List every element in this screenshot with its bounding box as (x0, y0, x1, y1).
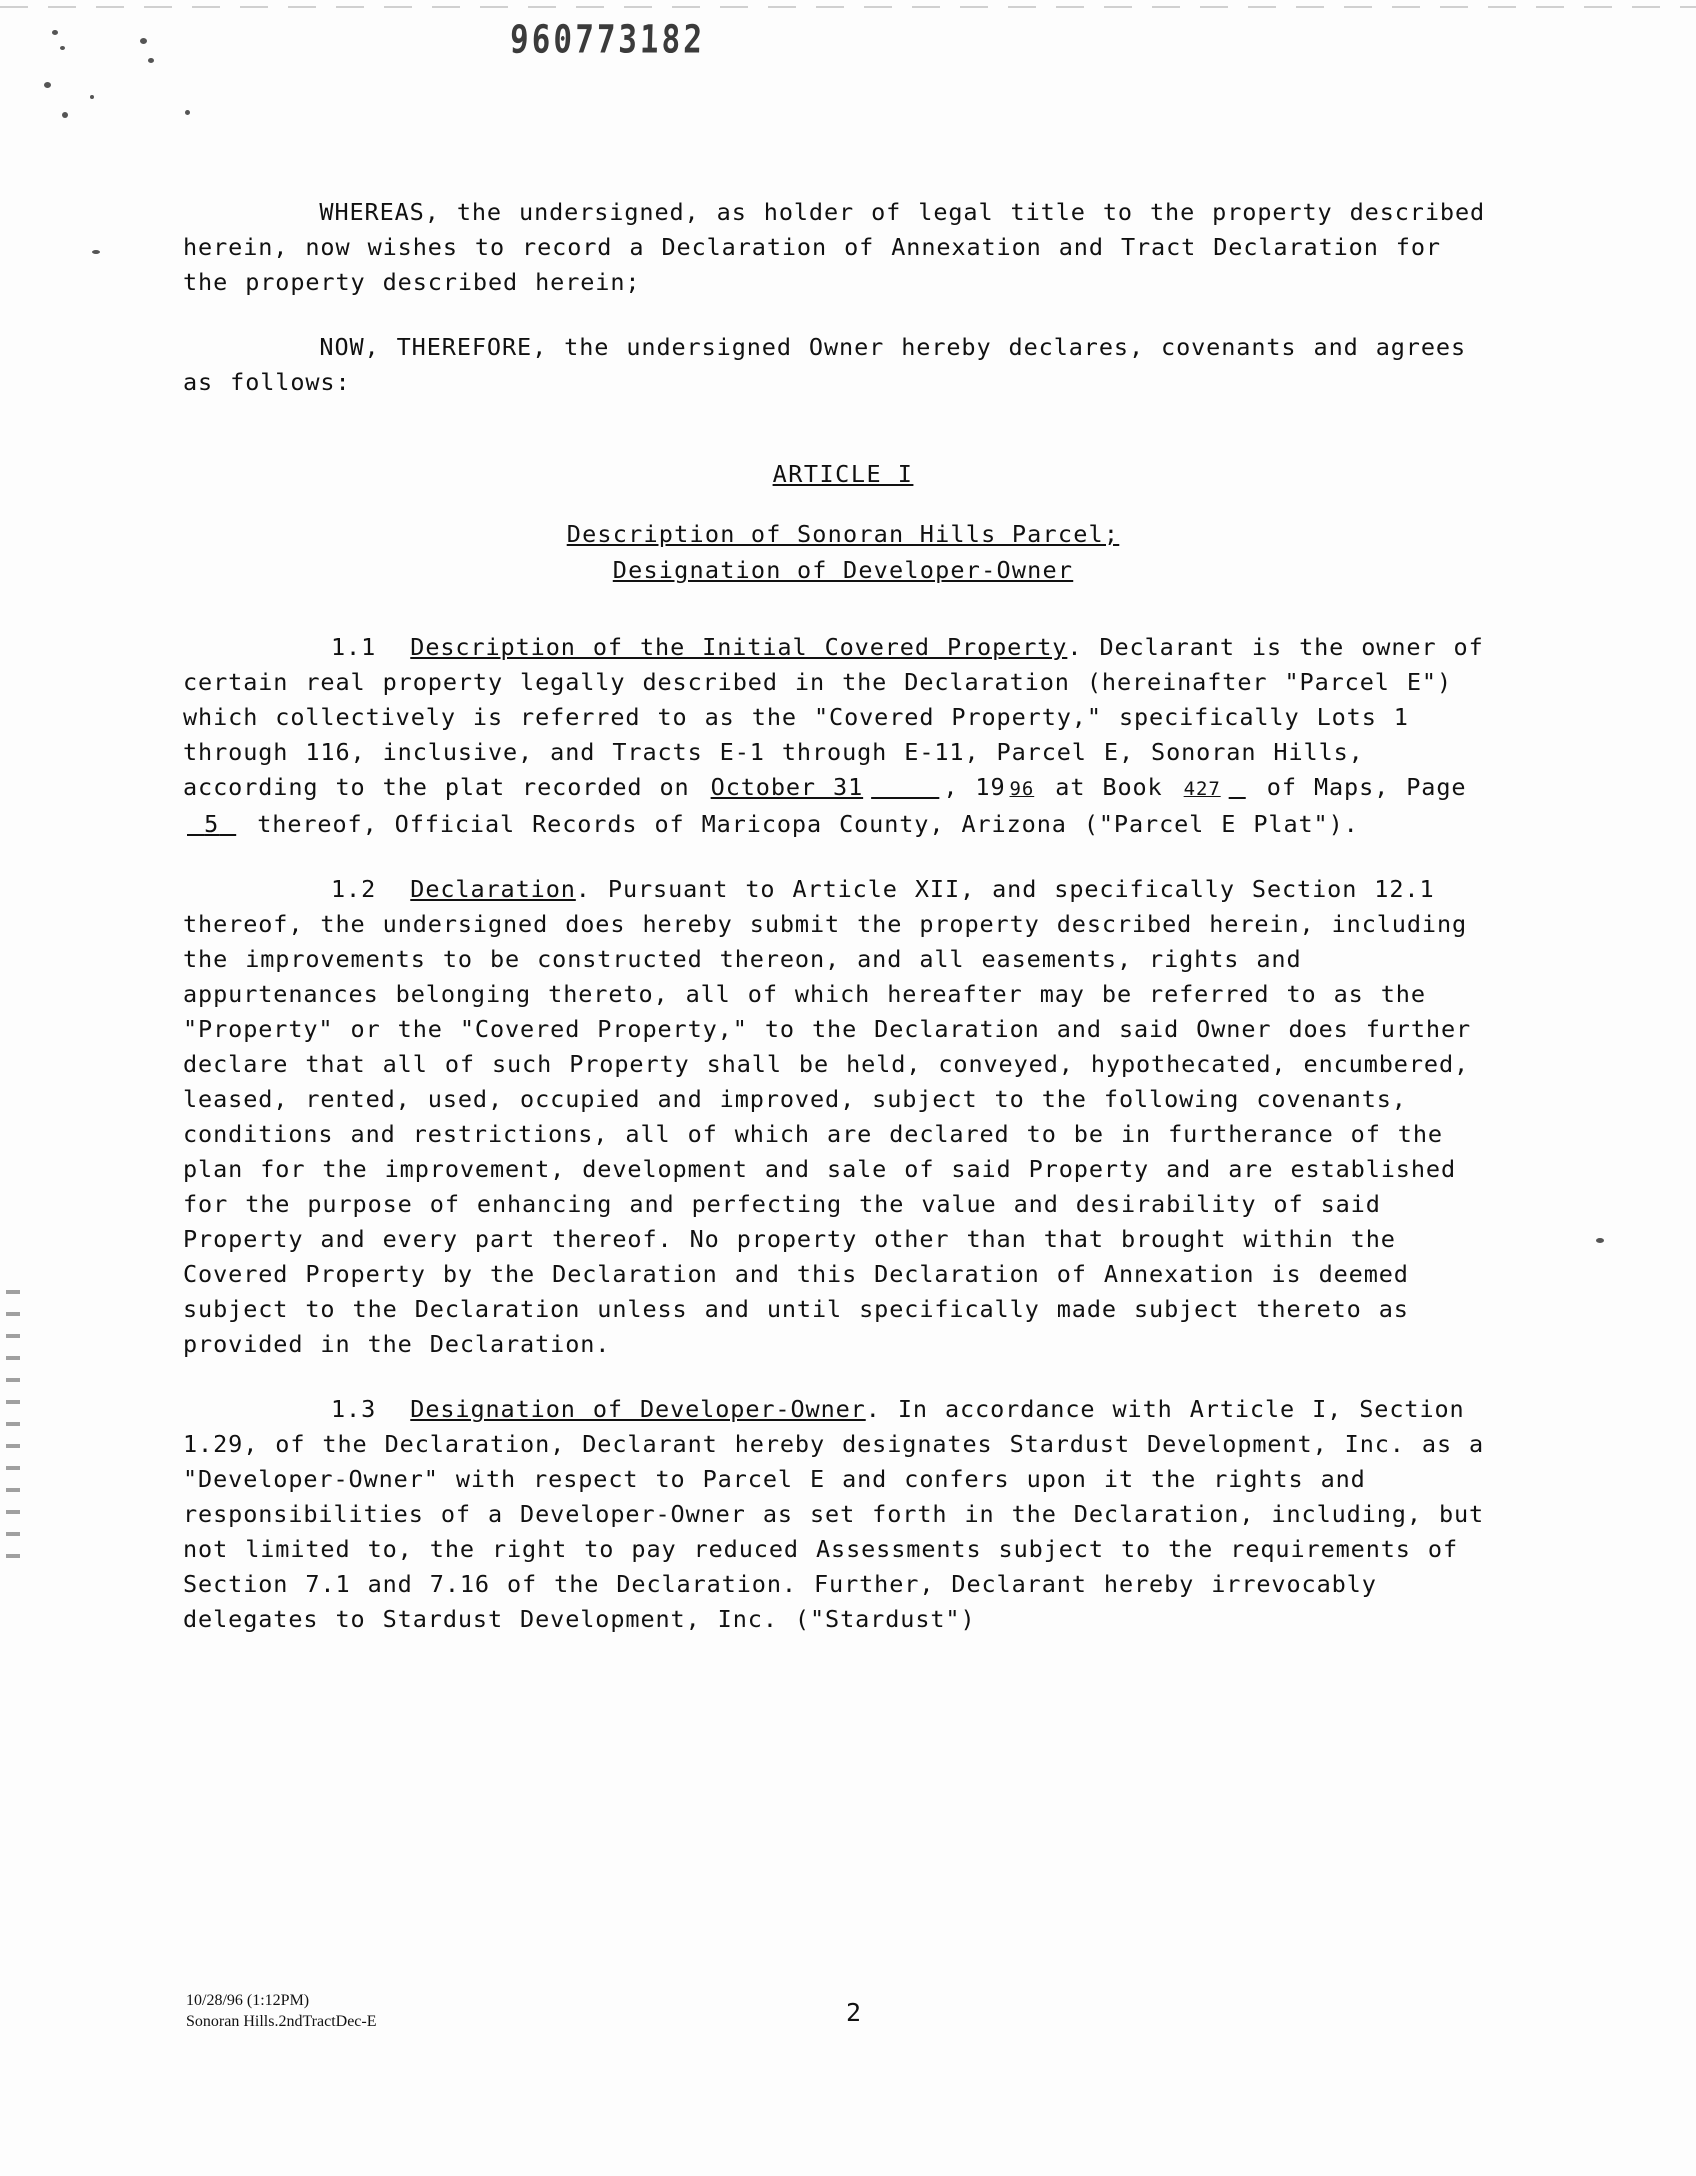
scan-speck (185, 110, 190, 115)
section-1-3-text: . In accordance with Article I, Section 1.29, of the Declaration, Declarant hereby designates Stardust Development, Inc. as a "Developer-Owner" with respect to Parcel E and confers upon it the rights and responsibilities of a Developer-Owner as set forth in the Declaration, including, but not limited to, the right to pay reduced Assessments subject to the requirements of Section 7.1 and 7.16 of the Declaration. Further, Declarant hereby irrevocably delegates to Stardust Development, Inc. ("Stardust") (183, 1395, 1485, 1633)
footer-document-reference (186, 1990, 377, 2032)
section-1-3-number: 1.3 (331, 1395, 377, 1423)
section-1-1 (183, 630, 1503, 842)
section-1-3 (183, 1392, 1503, 1637)
section-1-1-text-after: thereof, Official Records of Maricopa County, Arizona ("Parcel E Plat"). (240, 810, 1359, 838)
scan-speck (90, 95, 94, 99)
document-body (183, 195, 1503, 1667)
section-1-1-number: 1.1 (331, 633, 377, 661)
scan-speck (60, 46, 65, 50)
scan-edge-artifact-left (6, 1290, 20, 1570)
section-1-2-text: . Pursuant to Article XII, and specifically Section 12.1 thereof, the undersigned does hereby submit the property described herein, including the improvements to be constructed thereon, and all easements, rights and appurtenances belonging thereto, all of which hereafter may be referred to as the "Property" or the "Covered Property," to the Declaration and said Owner does further declare that all of such Property shall be held, conveyed, hypothecated, encumbered, leased, rented, used, occupied and improved, subject to the following covenants, conditions and restrictions, all of which are declared to be in furtherance of the plan for the improvement, development and sale of said Property and are established for the purpose of enhancing and perfecting the value and desirability of said Property and every part thereof. No property other than that brought within the Covered Property by the Declaration and this Declaration of Annexation is deemed subject to the Declaration unless and until specifically made subject thereto as provided in the Declaration. (183, 875, 1472, 1358)
fill-in-book[interactable]: 427 (1183, 778, 1221, 800)
recording-stamp-number: 960773182 (509, 17, 706, 63)
article-title-line-1: Description of Sonoran Hills Parcel; (566, 520, 1120, 548)
section-1-2-number: 1.2 (331, 875, 377, 903)
scan-speck (92, 250, 100, 254)
paragraph-whereas: WHEREAS, the undersigned, as holder of legal title to the property described herein, now wishes to record a Declaration of Annexation and Tract Declaration for the property described herein; (183, 198, 1503, 296)
article-title (183, 516, 1503, 588)
article-title-line-2: Designation of Developer-Owner (612, 556, 1074, 584)
scan-speck (140, 38, 147, 44)
fill-in-book-rule (1225, 773, 1250, 801)
fill-in-date[interactable]: October 31 (710, 773, 864, 801)
footer-filename: Sonoran Hills.2ndTractDec-E (186, 2013, 377, 2030)
section-1-1-text-mid-1: , 19 (943, 773, 1006, 801)
fill-in-page[interactable]: 5 (204, 810, 220, 838)
scan-speck (1596, 1238, 1604, 1243)
section-1-1-text-mid-3: of Maps, Page (1249, 773, 1467, 801)
section-1-2 (183, 872, 1503, 1362)
paragraph-now-therefore: NOW, THEREFORE, the undersigned Owner hereby declares, covenants and agrees as follows: (183, 333, 1484, 396)
section-1-2-heading: Declaration (410, 875, 576, 903)
section-1-1-text-before: . Declarant is the owner of certain real property legally described in the Declaration (hereinafter "Parcel E") which collectively is referred to as the "Covered Property," specifically Lots 1 through 116, inclusive, and Tracts E-1 through E-11, Parcel E, Sonoran Hills, according to the plat recorded on (183, 633, 1484, 801)
scan-speck (148, 58, 154, 63)
footer-timestamp: 10/28/96 (1:12PM) (186, 1992, 310, 2009)
article-heading (183, 456, 1503, 492)
section-1-1-text-mid-2: at Book (1038, 773, 1180, 801)
scan-edge-artifact-top (0, 6, 1696, 8)
fill-in-year[interactable]: 96 (1009, 778, 1035, 800)
scan-speck (44, 82, 51, 88)
scan-speck (52, 30, 58, 35)
scan-speck (62, 112, 68, 118)
page-number: 2 (846, 1998, 862, 2027)
fill-in-date-rule (867, 773, 943, 801)
section-1-3-heading: Designation of Developer-Owner (410, 1395, 866, 1423)
article-heading-text: ARTICLE I (772, 460, 914, 488)
section-1-1-heading: Description of the Initial Covered Property (410, 633, 1068, 661)
